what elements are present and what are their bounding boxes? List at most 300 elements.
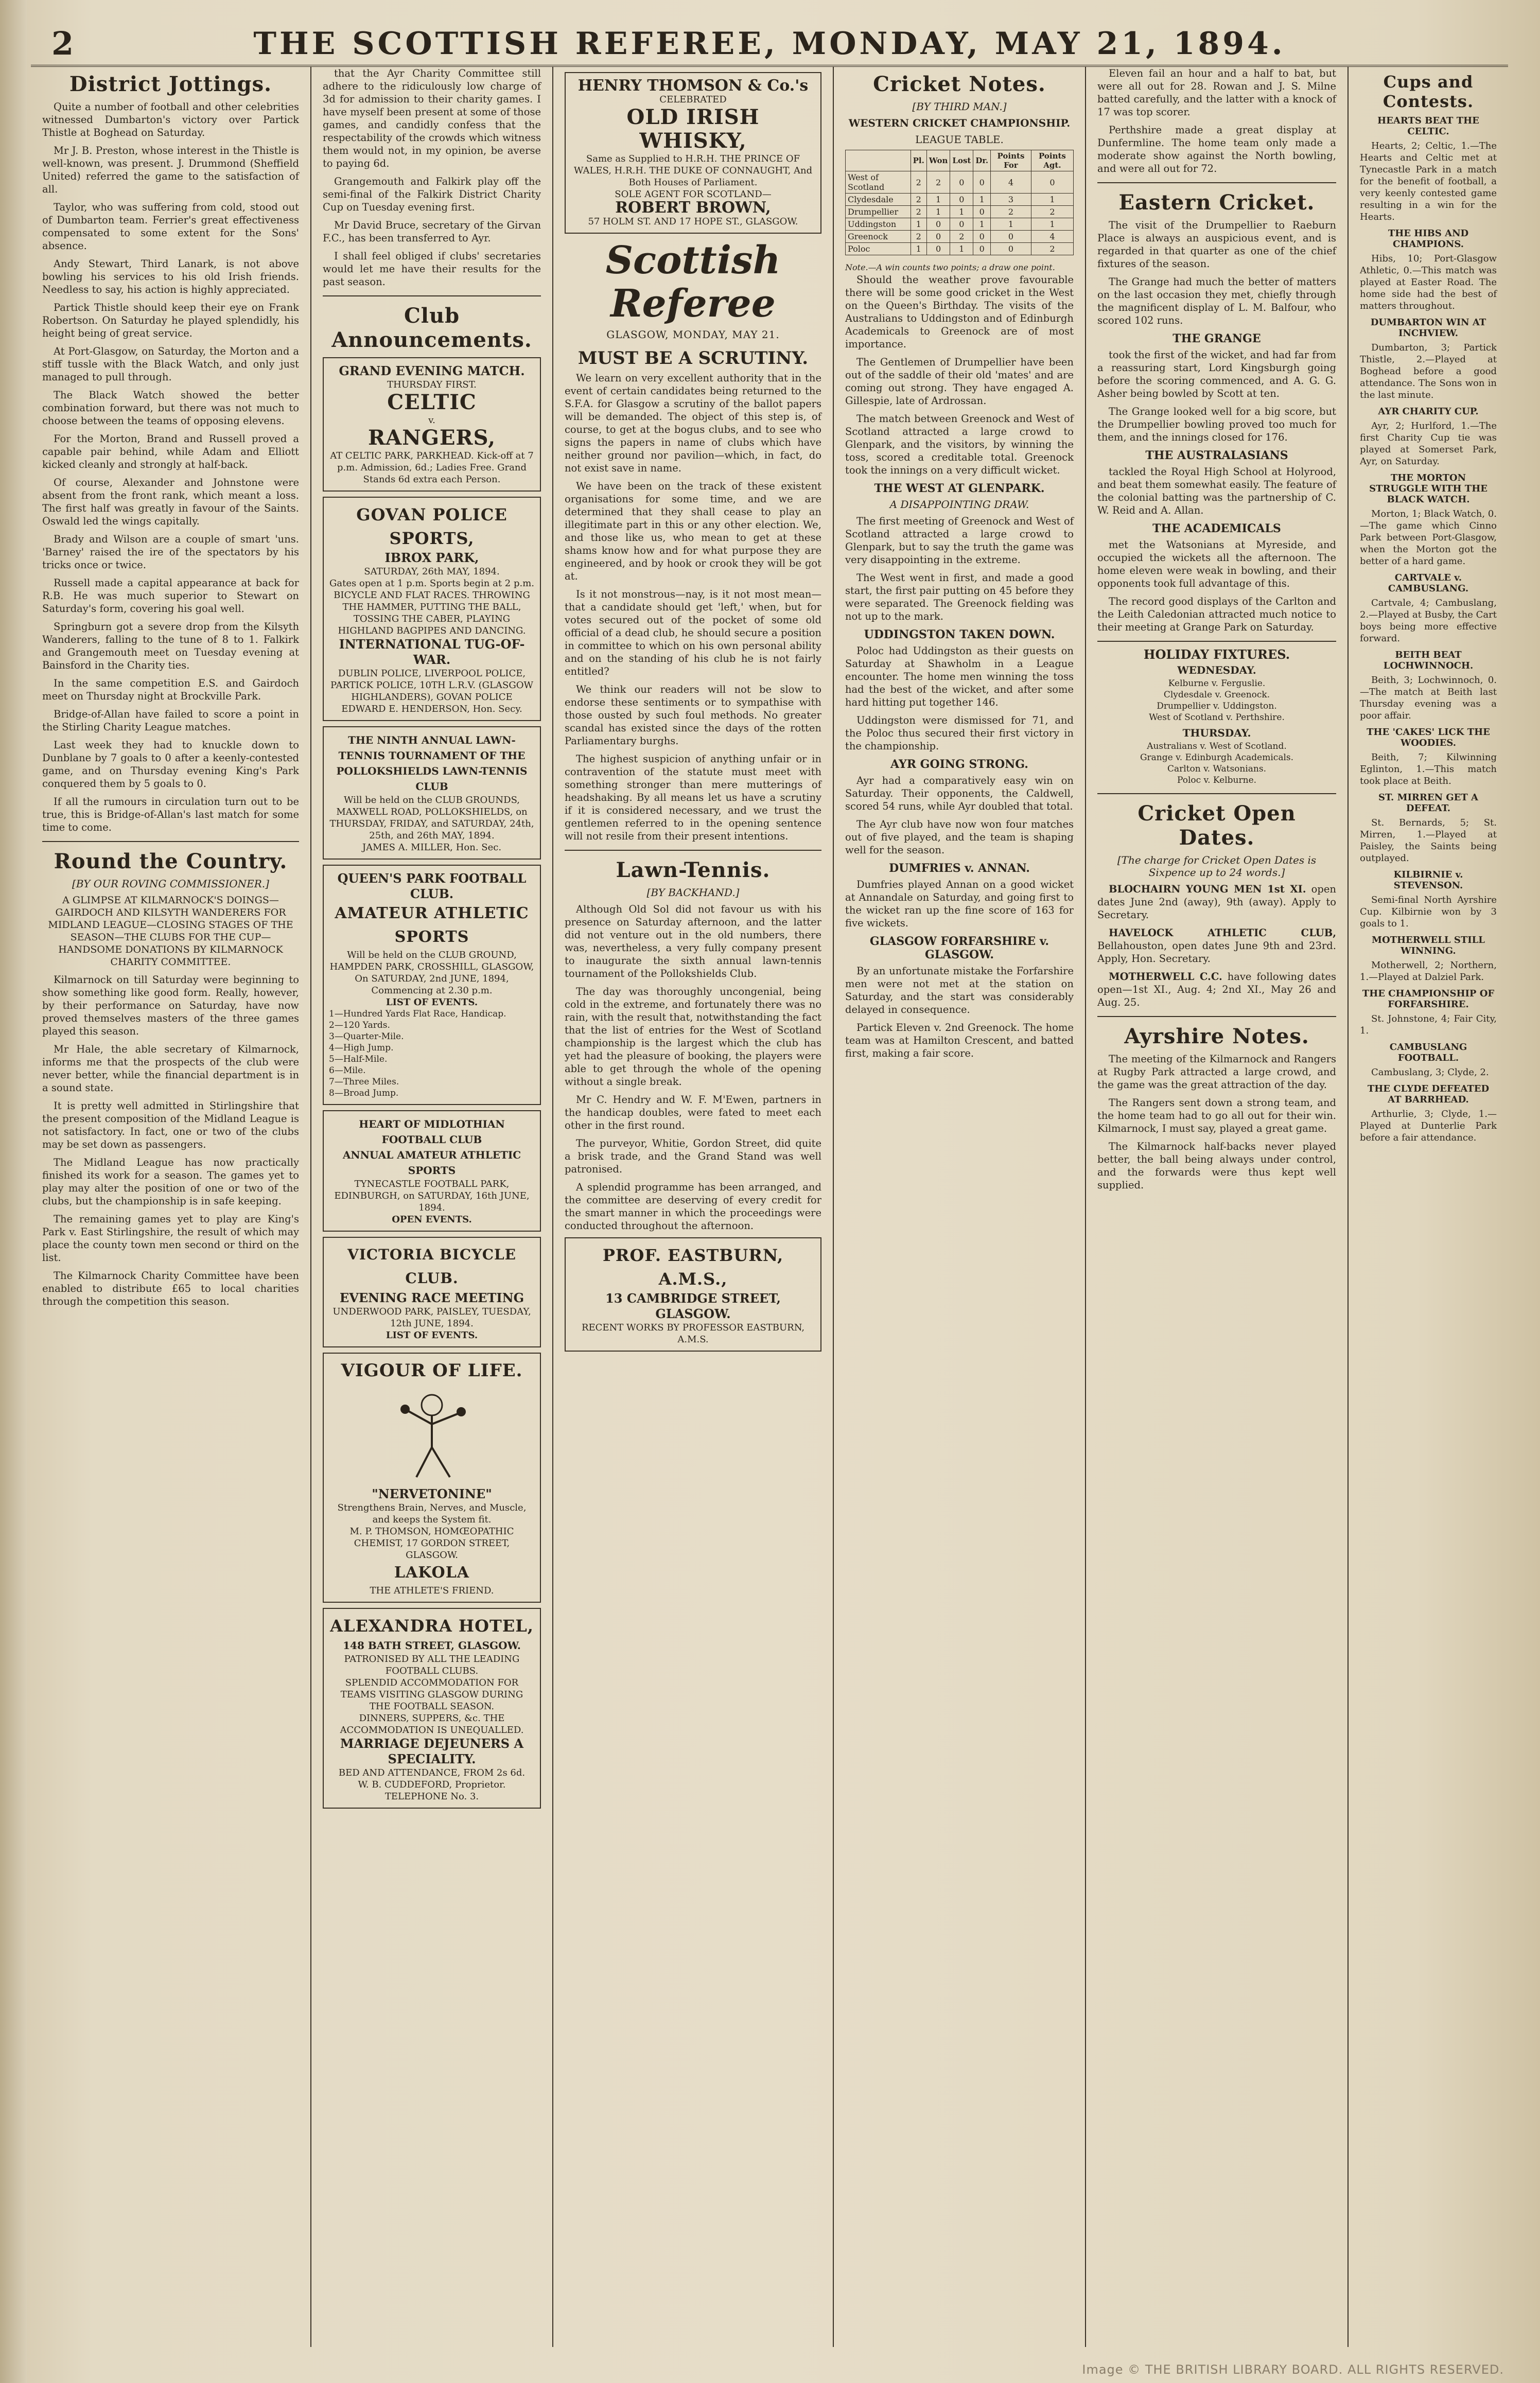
table-cell: West of Scotland xyxy=(846,171,911,194)
event-item: 2—120 Yards. xyxy=(329,1020,390,1030)
contest-heading: DUMBARTON WIN AT INCHVIEW. xyxy=(1370,317,1486,339)
table-cell: Greenock xyxy=(846,231,911,243)
ad-queens-detail: Will be held on the CLUB GROUND, HAMPDEN PARK, CROSSHILL, GLASGOW, On SATURDAY, 2nd JUNE, 1894, Commencing at 2.30 p.m. xyxy=(329,950,534,996)
round-country-byline: [BY OUR ROVING COMMISSIONER.] xyxy=(72,878,269,890)
table-cell: 1 xyxy=(926,206,950,218)
australasians-body xyxy=(1097,465,1336,517)
contest-heading: AYR CHARITY CUP. xyxy=(1378,406,1479,417)
paragraph: If all the rumours in circulation turn out to be true, this is Bridge-of-Allan's last match for some time to come. xyxy=(42,796,299,833)
ad-tennis-title: THE NINTH ANNUAL LAWN-TENNIS TOURNAMENT OF THE POLLOKSHIELDS LAWN-TENNIS CLUB xyxy=(336,734,528,793)
table-cell: 0 xyxy=(950,171,973,194)
table-cell: 1 xyxy=(973,194,991,206)
table-cell: 1 xyxy=(973,218,991,231)
ad-whisky-agent: ROBERT BROWN, xyxy=(615,199,771,217)
event-item: 1—Hundred Yards Flat Race, Handicap. xyxy=(329,1009,506,1019)
paragraph: Ayr had a comparatively easy win on Saturday. Their opponents, the Caldwell, scored 54 runs, while Ayr doubled that total. xyxy=(845,775,1074,812)
paragraph: Quite a number of football and other celebrities witnessed Dumbarton's victory over Partick Thistle at Boghead on Saturday. xyxy=(42,101,299,138)
paragraph: Grangemouth and Falkirk play off the semi-final of the Falkirk District Charity Cup on Tuesday evening first. xyxy=(323,176,541,213)
table-cell: 2 xyxy=(1031,243,1073,255)
district-jottings-body xyxy=(42,100,299,834)
open-date-text: Bellahouston, open dates June 9th and 23rd. Apply, Hon. Secretary. xyxy=(1097,940,1336,965)
ad-whisky-supplied: Same as Supplied to H.R.H. THE PRINCE OF WALES, H.R.H. THE DUKE OF CONNAUGHT, And Both Houses of Parliament. xyxy=(573,153,813,188)
fixture-item: Poloc v. Kelburne. xyxy=(1177,775,1257,785)
eastern-cricket-body xyxy=(1097,219,1336,327)
paragraph: The match between Greenock and West of Scotland attracted a large crowd to Glenpark, and the visitors, by winning the toss, scored a creditable total. Greenock took the innings on a very difficult wicket. xyxy=(845,413,1074,476)
ad-celtic-rangers xyxy=(323,357,541,492)
cups-contests-body xyxy=(1360,115,1497,1144)
ad-whisky-agent-label: SOLE AGENT FOR SCOTLAND— xyxy=(615,189,772,200)
lawn-tennis-body xyxy=(565,903,821,1232)
open-date-ad xyxy=(1097,883,1336,921)
table-cell: 4 xyxy=(1031,231,1073,243)
ad-vigour-sub: "NERVETONINE" xyxy=(372,1486,492,1501)
table-header: Dr. xyxy=(973,150,991,171)
ayrshire-notes-body xyxy=(1097,1053,1336,1192)
district-jottings-heading: District Jottings. xyxy=(69,72,272,96)
paragraph: Springburn got a severe drop from the Kilsyth Wanderers, falling to the tune of 8 to 1. Falkirk and Grangemouth meet on Tuesday evening at Bainsford in the Charity ties. xyxy=(42,621,299,671)
ad-match-team1: CELTIC xyxy=(387,390,477,414)
contest-heading: KILBIRNIE v. STEVENSON. xyxy=(1393,869,1463,891)
paragraph: The West went in first, and made a good start, the first pair putting on 45 before they were separated. The Greenock fielding was not up to the mark. xyxy=(845,572,1074,622)
ad-govan-tug: INTERNATIONAL TUG-OF-WAR. xyxy=(339,637,525,667)
table-cell: 1 xyxy=(911,243,926,255)
paper-title: Scottish Referee xyxy=(605,238,781,326)
paragraph: Partick Eleven v. 2nd Greenock. The home team was at Hamilton Crescent, and batted first, making a fair score. xyxy=(845,1022,1074,1059)
ad-govan-events: BICYCLE AND FLAT RACES. THROWING THE HAMMER, PUTTING THE BALL, TOSSING THE CABER, PLAYING HIGHLAND BAGPIPES AND DANCING. xyxy=(334,590,530,636)
paragraph: Bridge-of-Allan have failed to score a point in the Stirling Charity League matches. xyxy=(42,708,299,733)
contest-heading: THE MORTON STRUGGLE WITH THE BLACK WATCH. xyxy=(1369,472,1487,505)
paragraph: The visit of the Drumpellier to Raeburn Place is always an auspicious event, and is regarded in that quarter as one of the chief fixtures of the season. xyxy=(1097,219,1336,270)
paragraph: Uddingston were dismissed for 71, and the Poloc thus secured their first victory in the championship. xyxy=(845,714,1074,752)
paragraph: Mr Hale, the able secretary of Kilmarnock, informs me that the prospects of the club were never better, while the financial department is in a sound state. xyxy=(42,1043,299,1094)
ad-govan-date: SATURDAY, 26th MAY, 1894. xyxy=(364,566,500,577)
paragraph: The Grange had much the better of matters on the last occasion they met, chiefly through the magnificent display of L. M. Balfour, who scored 102 runs. xyxy=(1097,276,1336,326)
west-body xyxy=(845,515,1074,623)
open-date-club: HAVELOCK ATHLETIC CLUB, xyxy=(1109,927,1336,939)
grange-heading: THE GRANGE xyxy=(1172,332,1261,345)
ad-prof-eastburn xyxy=(565,1237,821,1352)
cricket-byline: [BY THIRD MAN.] xyxy=(912,100,1007,113)
ad-hotel-dinners: DINNERS, SUPPERS, &c. THE ACCOMMODATION IS UNEQUALLED. xyxy=(340,1713,524,1736)
paragraph: The Kilmarnock half-backs never played better, the ball being always under control, and the forwards were thus kept well supplied. xyxy=(1097,1141,1336,1191)
table-cell: 2 xyxy=(911,171,926,194)
contest-heading: THE HIBS AND CHAMPIONS. xyxy=(1388,228,1469,250)
event-item: 6—Mile. xyxy=(329,1065,366,1076)
open-date-club: BLOCHAIRN YOUNG MEN 1st XI. xyxy=(1109,883,1306,895)
ad-govan-police-sports xyxy=(323,497,541,721)
fixture-item: Carlton v. Watsonians. xyxy=(1167,764,1267,774)
table-cell: 0 xyxy=(991,243,1031,255)
contest-text: Hearts, 2; Celtic, 1.—The Hearts and Celtic met at Tynecastle Park in a match for the benefit of football, a very keenly contested game resulting in a win for the Hearts. xyxy=(1360,141,1497,222)
ad-match-vs: v. xyxy=(428,415,435,426)
ad-hotel-proprietor: W. B. CUDDEFORD, Proprietor. xyxy=(358,1779,506,1790)
contest-text: Hibs, 10; Port-Glasgow Athletic, 0.—This match was played at Easter Road. The home side had the best of matters throughout. xyxy=(1360,253,1497,311)
ad-hotel-telephone: TELEPHONE No. 3. xyxy=(384,1791,479,1802)
contest-text: St. Johnstone, 4; Fair City, 1. xyxy=(1360,1013,1497,1036)
league-table-sub: LEAGUE TABLE. xyxy=(915,133,1004,146)
paragraph: We have been on the track of these existent organisations for some time, and we are determined that they shall cease to play an illegitimate part in this or any other election. We, and those like us, who mean to get at these shams know how and for what purpose they are engineered, and by hook or crook they will be got at. xyxy=(565,480,821,582)
table-cell: 2 xyxy=(1031,206,1073,218)
paragraph: Eleven fail an hour and a half to bat, but were all out for 28. Rowan and J. S. Milne batted carefully, and the latter with a knock of 17 was top scorer. xyxy=(1097,67,1336,118)
paragraph: Andy Stewart, Third Lanark, is not above bowling his services to his old Irish friends. Needless to say, his action is highly appreciated. xyxy=(42,258,299,295)
contest-heading: THE 'CAKES' LICK THE WOODIES. xyxy=(1367,727,1490,748)
paragraph: It is pretty well admitted in Stirlingshire that the present composition of the Midland League is not satisfactory. In fact, one or two of the clubs may be set down as passengers. xyxy=(42,1100,299,1150)
ad-govan-secretary: EDWARD E. HENDERSON, Hon. Secy. xyxy=(341,704,522,714)
cricket-open-dates-list xyxy=(1097,883,1336,1009)
ad-victoria-bicycle xyxy=(323,1237,541,1347)
ad-victoria-list-head: LIST OF EVENTS. xyxy=(386,1330,478,1341)
dumfries-body xyxy=(845,878,1074,930)
paper-dateline: GLASGOW, MONDAY, MAY 21. xyxy=(606,328,780,341)
paragraph: Should the weather prove favourable there will be some good cricket in the West on the Queen's Birthday. The visits of the Australians to Uddingston and of Edinburgh Academicals to Greenock are of most importance. xyxy=(845,274,1074,350)
paragraph: tackled the Royal High School at Holyrood, and beat them somewhat easily. The feature of the colonial batting was the partnership of C. W. Reid and A. Allan. xyxy=(1097,466,1336,516)
fixture-day: WEDNESDAY. xyxy=(1177,664,1256,676)
table-header: Points Agt. xyxy=(1031,150,1073,171)
ad-whisky-celebrated: CELEBRATED xyxy=(659,94,727,105)
paragraph: that the Ayr Charity Committee still adhere to the ridiculously low charge of 3d for admission to their charity games. I have myself been present at some of those games, and candidly confess that the respectability of the crowds which witness them would not, in my opinion, be averse to paying 6d. xyxy=(323,67,541,169)
paragraph: Perthshire made a great display at Dunfermline. The home team only made a moderate show against the North bowling, and were all out for 72. xyxy=(1097,124,1336,174)
table-cell: 2 xyxy=(911,206,926,218)
table-cell: 0 xyxy=(950,218,973,231)
paragraph: The day was thoroughly uncongenial, being cold in the extreme, and fortunately there was no rain, with the result that, notwithstanding the fact that the list of entries for the West of Scotland championship is the largest which the club has yet had the pleasure of booking, the players were able to get through the whole of the opening without a single break. xyxy=(565,986,821,1088)
paragraph: The Midland League has now practically finished its work for a season. The games yet to play may alter the position of one or two of the clubs, but the championship is in safe keeping. xyxy=(42,1157,299,1207)
eastern-cricket-heading: Eastern Cricket. xyxy=(1118,190,1315,215)
holiday-fixtures-heading: HOLIDAY FIXTURES. xyxy=(1143,647,1290,662)
table-cell: Poloc xyxy=(846,243,911,255)
contest-text: Cartvale, 4; Cambuslang, 2.—Played at Busby, the Cart boys being more effective forward. xyxy=(1360,598,1497,644)
australasians-heading: THE AUSTRALASIANS xyxy=(1145,449,1288,462)
ad-hearts-title: HEART OF MIDLOTHIAN FOOTBALL CLUB xyxy=(359,1118,505,1146)
fixture-item: Grange v. Edinburgh Academicals. xyxy=(1140,752,1294,763)
lawn-tennis-byline: [BY BACKHAND.] xyxy=(646,886,740,899)
paragraph: The Grange looked well for a big score, but the Drumpellier bowling proved too much for them, and the innings closed for 176. xyxy=(1097,406,1336,443)
ad-govan-title: GOVAN POLICE SPORTS, xyxy=(356,505,507,548)
paragraph: The purveyor, Whitie, Gordon Street, did quite a brisk trade, and the Grand Stand was well patronised. xyxy=(565,1137,821,1175)
paragraph: The Kilmarnock Charity Committee have been enabled to distribute £65 to local charities through the competition this season. xyxy=(42,1270,299,1307)
open-date-text: have following dates open—1st XI., Aug. 4; 2nd XI., May 26 and Aug. 25. xyxy=(1097,971,1336,1008)
table-cell: Uddingston xyxy=(846,218,911,231)
ad-vigour-detail: Strengthens Brain, Nerves, and Muscle, and keeps the System fit. xyxy=(337,1502,527,1525)
table-cell: Drumpellier xyxy=(846,206,911,218)
contest-heading: HEARTS BEAT THE CELTIC. xyxy=(1377,115,1479,137)
round-country-subheads: A GLIMPSE AT KILMARNOCK'S DOINGS—GAIRDOCH AND KILSYTH WANDERERS FOR MIDLAND LEAGUE—CLOSING STAGES OF THE SEASON—THE CLUBS FOR THE CUP—HANDSOME DONATIONS BY KILMARNOCK CHARITY COMMITTEE. xyxy=(48,895,293,968)
west-heading: THE WEST AT GLENPARK. xyxy=(874,482,1045,495)
ad-hotel-address: 148 BATH STREET, GLASGOW. xyxy=(343,1639,521,1652)
event-item: 5—Half-Mile. xyxy=(329,1054,388,1064)
table-header xyxy=(846,150,911,171)
uddingston-body xyxy=(845,644,1074,752)
open-date-text: open dates June 2nd (away), 9th (away). Apply to Secretary. xyxy=(1097,883,1336,921)
paragraph: The Ayr club have now won four matches out of five played, and the team is shaping well for the season. xyxy=(845,818,1074,856)
table-cell: 0 xyxy=(991,231,1031,243)
paragraph: Kilmarnock on till Saturday were beginning to show something like good form. Really, however, by their performance on Saturday, have now proved themselves masters of the three games played this season. xyxy=(42,974,299,1037)
ad-queens-park-sports xyxy=(323,865,541,1105)
paragraph: By an unfortunate mistake the Forfarshire men were not met at the station on Saturday, and the start was considerably delayed in consequence. xyxy=(845,965,1074,1015)
table-cell: 1 xyxy=(911,218,926,231)
round-country-body xyxy=(42,973,299,1308)
column-editorial xyxy=(553,67,834,2347)
table-cell: 2 xyxy=(991,206,1031,218)
ad-hearts-open: OPEN EVENTS. xyxy=(392,1214,472,1225)
paragraph: took the first of the wicket, and had far from a reassuring start, Lord Kingsburgh going before the scoring commenced, and A. G. G. Asher being bowled by Scott at ten. xyxy=(1097,349,1336,399)
paragraph: Dumfries played Annan on a good wicket at Annandale on Saturday, and going first to the wicket ran up the fine score of 163 for five wickets. xyxy=(845,879,1074,929)
table-row xyxy=(846,218,1074,231)
table-cell: 2 xyxy=(926,171,950,194)
paragraph: The Rangers sent down a strong team, and the home team had to go all out for their win. Kilmarnock, I must say, played a great game. xyxy=(1097,1097,1336,1134)
paragraph: We think our readers will not be slow to endorse these sentiments or to sympathise with those ousted by such foul methods. No greater scandal has existed since the days of the rotten Parliamentary burghs. xyxy=(565,684,821,747)
table-cell: 0 xyxy=(926,218,950,231)
contest-heading: BEITH BEAT LOCHWINNOCH. xyxy=(1383,650,1474,671)
ad-lakola: LAKOLA xyxy=(394,1564,470,1582)
table-cell: 2 xyxy=(911,194,926,206)
ad-eastburn-name: PROF. EASTBURN, A.M.S., xyxy=(602,1246,784,1289)
ad-hotel-marriage: MARRIAGE DEJEUNERS A SPECIALITY. xyxy=(340,1736,524,1766)
masthead xyxy=(31,21,1508,67)
column-club-announcements xyxy=(311,67,553,2347)
table-row xyxy=(846,194,1074,206)
paragraph: At Port-Glasgow, on Saturday, the Morton and a stiff tussle with the Black Watch, and only just managed to pull through. xyxy=(42,345,299,383)
ad-match-detail: AT CELTIC PARK, PARKHEAD. Kick-off at 7 p.m. Admission, 6d.; Ladies Free. Grand Stands 6d extra each Person. xyxy=(330,450,534,485)
ad-hotel-title: ALEXANDRA HOTEL, xyxy=(330,1616,534,1636)
ad-vigour-title: VIGOUR OF LIFE. xyxy=(341,1360,523,1381)
paragraph: Of course, Alexander and Johnstone were absent from the front rank, which meant a loss. The first half was greatly in favour of the Saints. Oswald led the wings capitally. xyxy=(42,477,299,527)
ad-govan-teams: DUBLIN POLICE, LIVERPOOL POLICE, PARTICK POLICE, 10TH L.R.V. (GLASGOW HIGHLANDERS), GOVAN POLICE xyxy=(330,668,533,703)
ad-govan-line: Gates open at 1 p.m. Sports begin at 2 p.m. xyxy=(329,578,535,589)
uddingston-heading: UDDINGSTON TAKEN DOWN. xyxy=(864,628,1055,641)
paragraph: Last week they had to knuckle down to Dunblane by 7 goals to 0 after a keenly-contested game, and on Thursday evening King's Park conquered them by 5 goals to 0. xyxy=(42,739,299,790)
ayr-going-heading: AYR GOING STRONG. xyxy=(890,758,1028,771)
paragraph: We learn on very excellent authority that in the event of certain candidates being returned to the S.F.A. for Glasgow a scrutiny of the ballot papers will be demanded. The object of this step is, of course, to get at the bogus clubs, and to see who signs the papers in name of clubs which have neither ground nor pavilion—which, in fact, do not exist save in name. xyxy=(565,372,821,474)
ad-eastburn-works: RECENT WORKS BY PROFESSOR EASTBURN, A.M.S. xyxy=(581,1322,805,1345)
table-row xyxy=(846,243,1074,255)
cups-contests-heading: Cups and Contests. xyxy=(1382,72,1474,111)
ad-whisky-title: OLD IRISH WHISKY, xyxy=(626,105,760,153)
column-cricket-notes xyxy=(834,67,1086,2347)
contest-text: St. Bernards, 5; St. Mirren, 1.—Played at Paisley, the Saints being outplayed. xyxy=(1360,817,1497,864)
ad-hearts-sports xyxy=(323,1110,541,1232)
paragraph: I shall feel obliged if clubs' secretaries would let me have their results for the past season. xyxy=(323,250,541,288)
page-edge xyxy=(0,0,27,2383)
table-cell: 1 xyxy=(950,243,973,255)
open-date-ad xyxy=(1097,926,1336,965)
league-table-title: WESTERN CRICKET CHAMPIONSHIP. xyxy=(848,117,1071,129)
contest-heading: ST. MIRREN GET A DEFEAT. xyxy=(1378,792,1479,814)
contest-text: Motherwell, 2; Northern, 1.—Played at Dalziel Park. xyxy=(1360,960,1497,983)
table-cell: 2 xyxy=(950,231,973,243)
fixture-item: Kelburne v. Ferguslie. xyxy=(1168,678,1266,689)
paragraph: Partick Thistle should keep their eye on Frank Robertson. On Saturday he played splendidly, his height being of great service. xyxy=(42,302,299,339)
cricket-notes-heading: Cricket Notes. xyxy=(873,72,1046,96)
contest-text: Ayr, 2; Hurlford, 1.—The first Charity Cup tie was played at Somerset Park, Ayr, on Saturday. xyxy=(1360,420,1497,467)
table-cell: 1 xyxy=(926,194,950,206)
ad-queens-sub: AMATEUR ATHLETIC SPORTS xyxy=(335,904,529,946)
ad-eastburn-city: GLASGOW. xyxy=(655,1306,731,1321)
glasgow-body xyxy=(845,965,1074,1060)
contest-text: Semi-final North Ayrshire Cup. Kilbirnie won by 3 goals to 1. xyxy=(1360,895,1497,929)
table-cell: 1 xyxy=(991,218,1031,231)
table-cell: 4 xyxy=(991,171,1031,194)
paragraph: A splendid programme has been arranged, and the committee are deserving of every credit for the smart manner in which the proceedings were conducted throughout the afternoon. xyxy=(565,1181,821,1232)
masthead-title: THE SCOTTISH REFEREE, MONDAY, MAY 21, 1894. xyxy=(253,26,1286,62)
ad-queens-events xyxy=(329,1008,535,1099)
paragraph: Is it not monstrous—nay, is it not most mean—that a candidate should get 'left,' when, but for votes secured out of the pocket of some old official of a dead club, he should secure a position in committee to which on his own personal ability and on the standing of his club he is not fairly entitled? xyxy=(565,588,821,677)
fixture-item: West of Scotland v. Perthshire. xyxy=(1149,712,1285,723)
table-cell: 0 xyxy=(950,194,973,206)
athlete-illustration-icon xyxy=(380,1386,483,1483)
paragraph: The record good displays of the Carlton and the Leith Caledonian attracted much notice to their meeting at Grange Park on Saturday. xyxy=(1097,595,1336,633)
table-cell: 0 xyxy=(1031,171,1073,194)
contest-text: Beith, 3; Lochwinnoch, 0.—The match at Beith last Thursday evening was a poor affair. xyxy=(1360,675,1497,721)
table-row xyxy=(846,171,1074,194)
table-cell: 3 xyxy=(991,194,1031,206)
column-district-jottings xyxy=(31,67,311,2347)
contest-text: Arthurlie, 3; Clyde, 1.—Played at Dunterlie Park before a fair attendance. xyxy=(1360,1109,1497,1143)
contest-heading: CARTVALE v. CAMBUSLANG. xyxy=(1388,572,1469,594)
ad-whisky-maker: HENRY THOMSON & Co.'s xyxy=(577,77,809,95)
ad-hearts-sub: ANNUAL AMATEUR ATHLETIC SPORTS xyxy=(342,1149,521,1177)
image-credit: Image © THE BRITISH LIBRARY BOARD. ALL RIGHTS RESERVED. xyxy=(1082,2362,1504,2377)
lawn-tennis-heading: Lawn-Tennis. xyxy=(616,858,771,882)
paragraph: Mr C. Hendry and W. F. M'Ewen, partners in the handicap doubles, were fated to meet each other in the first round. xyxy=(565,1094,821,1131)
contest-text: Dumbarton, 3; Partick Thistle, 2.—Played at Boghead before a good attendance. The Sons won in the last minute. xyxy=(1360,342,1497,400)
table-row xyxy=(846,206,1074,218)
ad-hotel-offer: SPLENDID ACCOMMODATION FOR TEAMS VISITING GLASGOW DURING THE FOOTBALL SEASON. xyxy=(340,1677,523,1712)
academicals-body xyxy=(1097,538,1336,634)
ad-victoria-sub: EVENING RACE MEETING xyxy=(339,1290,524,1305)
table-header: Won xyxy=(926,150,950,171)
contest-text: Beith, 7; Kilwinning Eglinton, 1.—This match took place at Beith. xyxy=(1360,752,1497,786)
paragraph: In the same competition E.S. and Gairdoch meet on Thursday night at Brockville Park. xyxy=(42,677,299,702)
fixture-item: Australians v. West of Scotland. xyxy=(1147,741,1287,751)
ad-irish-whisky xyxy=(565,72,821,234)
holiday-fixtures xyxy=(1097,649,1336,786)
ad-hotel-patron: PATRONISED BY ALL THE LEADING FOOTBALL CLUBS. xyxy=(344,1654,520,1676)
table-header: Points For xyxy=(991,150,1031,171)
ad-hearts-detail: TYNECASTLE FOOTBALL PARK, EDINBURGH, on SATURDAY, 16th JUNE, 1894. xyxy=(334,1179,530,1213)
contest-heading: CAMBUSLANG FOOTBALL. xyxy=(1389,1042,1467,1063)
ayrshire-notes-heading: Ayrshire Notes. xyxy=(1124,1024,1309,1048)
contest-heading: THE CHAMPIONSHIP OF FORFARSHIRE. xyxy=(1362,988,1495,1010)
ad-pollokshields-tennis xyxy=(323,726,541,860)
column2-top-text xyxy=(323,67,541,288)
ad-vigour-maker: M. P. THOMSON, HOMŒOPATHIC CHEMIST, 17 GORDON STREET, GLASGOW. xyxy=(349,1526,514,1561)
ad-tennis-detail: Will be held on the CLUB GROUNDS, MAXWELL ROAD, POLLOKSHIELDS, on THURSDAY, FRIDAY, and SATURDAY, 24th, 25th, and 26th MAY, 1894. xyxy=(329,795,534,841)
event-item: 3—Quarter-Mile. xyxy=(329,1031,404,1042)
ad-alexandra-hotel xyxy=(323,1608,541,1809)
event-item: 4—High Jump. xyxy=(329,1043,394,1053)
ayr-going-body xyxy=(845,774,1074,856)
open-date-club: MOTHERWELL C.C. xyxy=(1109,971,1222,983)
paragraph: Mr David Bruce, secretary of the Girvan F.C., has been transferred to Ayr. xyxy=(323,219,541,244)
academicals-heading: THE ACADEMICALS xyxy=(1152,522,1281,535)
event-item: 7—Three Miles. xyxy=(329,1077,399,1087)
contest-heading: MOTHERWELL STILL WINNING. xyxy=(1372,935,1485,956)
ad-queens-list-head: LIST OF EVENTS. xyxy=(386,997,478,1008)
ad-match-title: GRAND EVENING MATCH. xyxy=(339,363,525,378)
event-item: 8—Broad Jump. xyxy=(329,1088,399,1098)
west-sub: A DISAPPOINTING DRAW. xyxy=(889,498,1029,511)
paragraph: Mr J. B. Preston, whose interest in the Thistle is well-known, was present. J. Drummond (Sheffield United) referred the game to the satisfaction of all. xyxy=(42,145,299,195)
table-cell: 0 xyxy=(973,243,991,255)
contest-heading: THE CLYDE DEFEATED AT BARRHEAD. xyxy=(1367,1083,1490,1105)
paragraph: Brady and Wilson are a couple of smart 'uns. 'Barney' raised the ire of the spectators by his tricks once or twice. xyxy=(42,533,299,571)
ad-match-team2: RANGERS, xyxy=(367,426,496,450)
paragraph: met the Watsonians at Myreside, and occupied the wickets all the afternoon. The home eleven were weak in bowling, and their opponents took full advantage of this. xyxy=(1097,539,1336,589)
cricket-body xyxy=(845,273,1074,477)
paragraph: The first meeting of Greenock and West of Scotland attracted a large crowd to Glenpark, but to say the truth the game was very disappointing in the extreme. xyxy=(845,515,1074,566)
cricket-open-dates-heading: Cricket Open Dates. xyxy=(1137,801,1296,850)
ad-victoria-detail: UNDERWOOD PARK, PAISLEY, TUESDAY, 12th JUNE, 1894. xyxy=(332,1306,531,1329)
paragraph: Although Old Sol did not favour us with his presence on Saturday afternoon, and the latter did not venture out in the old numbers, there was, nevertheless, a very fully company present to inaugurate the sixth annual lawn-tennis tournament of the Pollokshields Club. xyxy=(565,903,821,979)
fixture-item: Drumpellier v. Uddingston. xyxy=(1157,701,1277,711)
table-header: Lost xyxy=(950,150,973,171)
ad-lakola-sub: THE ATHLETE'S FRIEND. xyxy=(370,1585,494,1596)
ad-match-day: THURSDAY FIRST. xyxy=(387,379,477,390)
contest-text: Cambuslang, 3; Clyde, 2. xyxy=(1371,1067,1489,1078)
table-cell: 0 xyxy=(926,231,950,243)
editorial-body xyxy=(565,372,821,843)
table-cell: 1 xyxy=(1031,194,1073,206)
ad-queens-title: QUEEN'S PARK FOOTBALL CLUB. xyxy=(337,871,527,901)
ad-victoria-title: VICTORIA BICYCLE CLUB. xyxy=(347,1246,517,1287)
paragraph: The meeting of the Kilmarnock and Rangers at Rugby Park attracted a large crowd, and the game was the great attraction of the day. xyxy=(1097,1053,1336,1091)
fixture-item: Clydesdale v. Greenock. xyxy=(1163,690,1270,700)
club-announcements-heading: Club Announcements. xyxy=(331,304,532,352)
editorial-heading: MUST BE A SCRUTINY. xyxy=(577,348,809,369)
ad-eastburn-street: 13 CAMBRIDGE STREET, xyxy=(605,1291,781,1306)
paragraph: Taylor, who was suffering from cold, stood out of Dumbarton team. Ferrier's great effectiveness compensated to some extent for the Sons' absence. xyxy=(42,201,299,252)
ad-hotel-bed: BED AND ATTENDANCE, FROM 2s 6d. xyxy=(338,1767,526,1778)
fixture-day: THURSDAY. xyxy=(1182,727,1251,739)
paragraph: Russell made a capital appearance at back for R.B. He was much superior to Stewart on Saturday's form, covering his goal well. xyxy=(42,577,299,615)
holiday-fixtures-list xyxy=(1097,664,1336,786)
contest-text: Morton, 1; Black Watch, 0.—The game which Cinno Park between Port-Glasgow, when the Morton got the better of a hard game. xyxy=(1360,509,1497,567)
grange-body xyxy=(1097,348,1336,444)
table-header: Pl. xyxy=(911,150,926,171)
paragraph: The Black Watch showed the better combination forward, but there was not much to choose between the teams of opposing elevens. xyxy=(42,389,299,427)
paragraph: The Gentlemen of Drumpellier have been out of the saddle of their old 'mates' and are coming out strong. They have engaged A. Gillespie, late of Ardrossan. xyxy=(845,356,1074,407)
column-eastern-cricket xyxy=(1086,67,1349,2347)
glasgow-heading: GLASGOW FORFARSHIRE v. GLASGOW. xyxy=(869,935,1049,961)
league-table xyxy=(845,150,1074,255)
column5-top-text xyxy=(1097,67,1336,175)
dumfries-heading: DUMFRIES v. ANNAN. xyxy=(889,862,1030,875)
cricket-open-dates-note: [The charge for Cricket Open Dates is Sixpence up to 24 words.] xyxy=(1117,854,1317,879)
ad-tennis-secretary: JAMES A. MILLER, Hon. Sec. xyxy=(362,842,502,853)
league-table-note: Note.—A win counts two points; a draw one point. xyxy=(845,262,1055,272)
round-country-heading: Round the Country. xyxy=(54,849,288,873)
ad-govan-place: IBROX PARK, xyxy=(384,550,479,565)
table-cell: 0 xyxy=(973,231,991,243)
table-cell: Clydesdale xyxy=(846,194,911,206)
ad-whisky-address: 57 HOLM ST. AND 17 HOPE ST., GLASGOW. xyxy=(588,216,798,227)
table-cell: 0 xyxy=(926,243,950,255)
open-date-ad xyxy=(1097,970,1336,1009)
table-cell: 2 xyxy=(911,231,926,243)
paragraph: The highest suspicion of anything unfair or in contravention of the statute must meet with something stronger than mere mutterings of headshaking. By all means let us have a scrutiny if it is considered necessary, and we trust the gentlemen referred to in the opening sentence will not resile from their present intentions. xyxy=(565,753,821,842)
paragraph: The remaining games yet to play are King's Park v. East Stirlingshire, the result of which may place the county town men second or third on the list. xyxy=(42,1213,299,1264)
column-cups-contests xyxy=(1349,67,1508,2347)
table-cell: 1 xyxy=(1031,218,1073,231)
table-row xyxy=(846,231,1074,243)
page-number: 2 xyxy=(51,25,74,62)
table-cell: 0 xyxy=(973,171,991,194)
paragraph: Poloc had Uddingston as their guests on Saturday at Shawholm in a League encounter. The home men winning the toss had the best of the wicket, and after some hard hitting put together 146. xyxy=(845,645,1074,708)
table-cell: 1 xyxy=(950,206,973,218)
ad-vigour-of-life xyxy=(323,1353,541,1603)
paragraph: For the Morton, Brand and Russell proved a capable pair behind, while Adam and Elliott kicked cleanly and strongly at half-back. xyxy=(42,433,299,470)
table-cell: 0 xyxy=(973,206,991,218)
